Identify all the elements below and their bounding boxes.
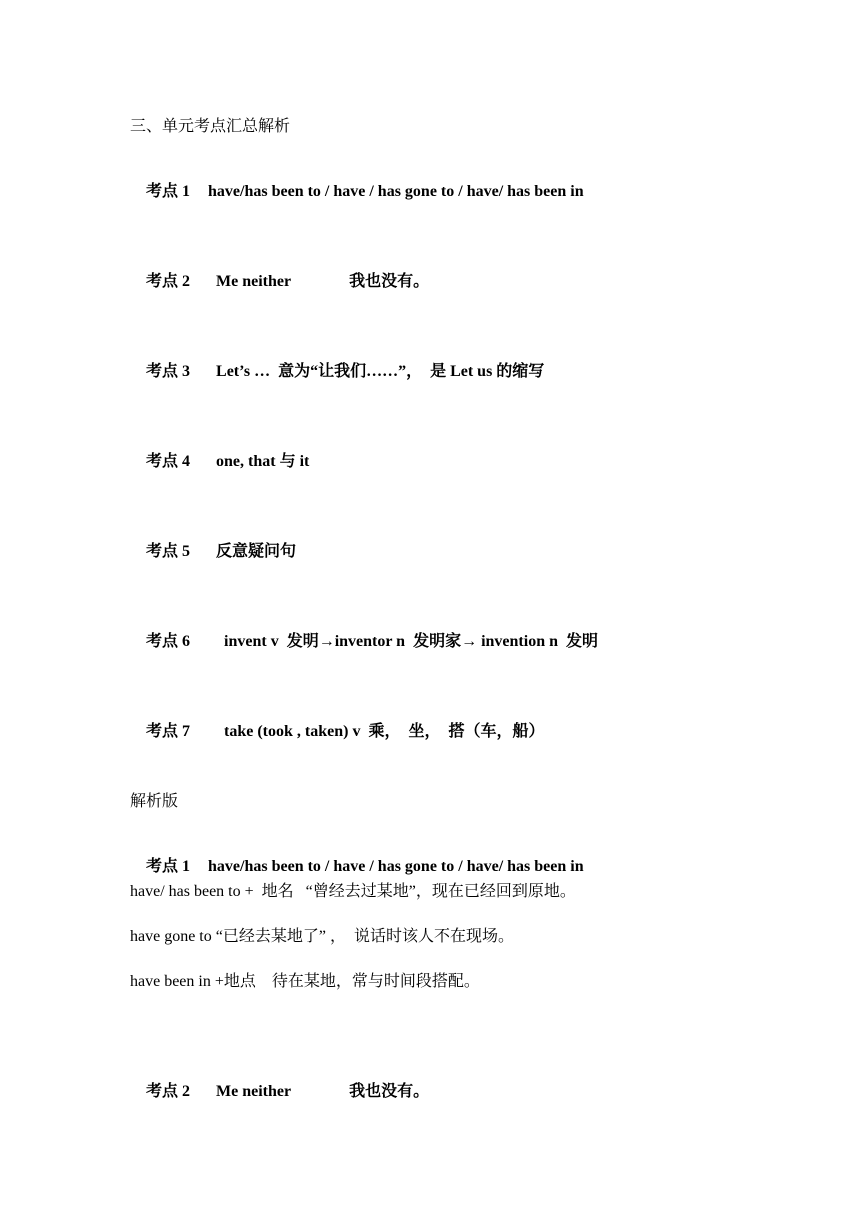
point-label: 考点 6 [146, 633, 191, 650]
analysis-title: 解析版 [130, 793, 179, 810]
point-content: take (took , taken) v 乘， 坐， 搭（车，船） [224, 723, 545, 740]
analysis-line-1: have/ has been to + 地名 “曾经去过某地”，现在已经回到原地。 [130, 883, 576, 900]
point-content: invent v 发明→inventor n 发明家→ invention n 发明 [224, 633, 598, 650]
point-label: 考点 2 [146, 1083, 191, 1100]
point-content: Me neither [216, 1083, 292, 1100]
point-label: 考点 7 [146, 723, 191, 740]
point-extra: 我也没有。 [349, 273, 430, 290]
point-label: 考点 3 [146, 363, 191, 380]
analysis-line-2: have gone to “已经去某地了” ， 说话时该人不在现场。 [130, 928, 514, 945]
summary-point-2 [130, 252, 429, 312]
point-label: 考点 1 [146, 183, 191, 200]
point-extra: 我也没有。 [349, 1083, 430, 1100]
summary-point-7 [130, 702, 544, 762]
analysis-line-3: have been in +地点 待在某地，常与时间段搭配。 [130, 973, 480, 990]
point-label: 考点 2 [146, 273, 191, 290]
summary-point-4 [130, 432, 309, 492]
point-content: one, that 与 it [216, 453, 310, 470]
point-content: have/has been to / have / has gone to / have/ has been in [208, 858, 584, 875]
point-content: have/has been to / have / has gone to / have/ has been in [208, 183, 584, 200]
point-label: 考点 4 [146, 453, 191, 470]
point-label: 考点 5 [146, 543, 191, 560]
summary-point-6 [130, 612, 598, 672]
summary-point-3 [130, 342, 544, 402]
analysis-point-2 [130, 1062, 429, 1122]
point-content: 反意疑问句 [216, 543, 297, 560]
summary-point-1 [130, 162, 584, 222]
section-title: 三、单元考点汇总解析 [130, 118, 291, 135]
point-content: Let’s … 意为“让我们……”， 是 Let us 的缩写 [216, 363, 545, 380]
point-label: 考点 1 [146, 858, 191, 875]
point-content: Me neither [216, 273, 292, 290]
summary-point-5 [130, 522, 296, 582]
